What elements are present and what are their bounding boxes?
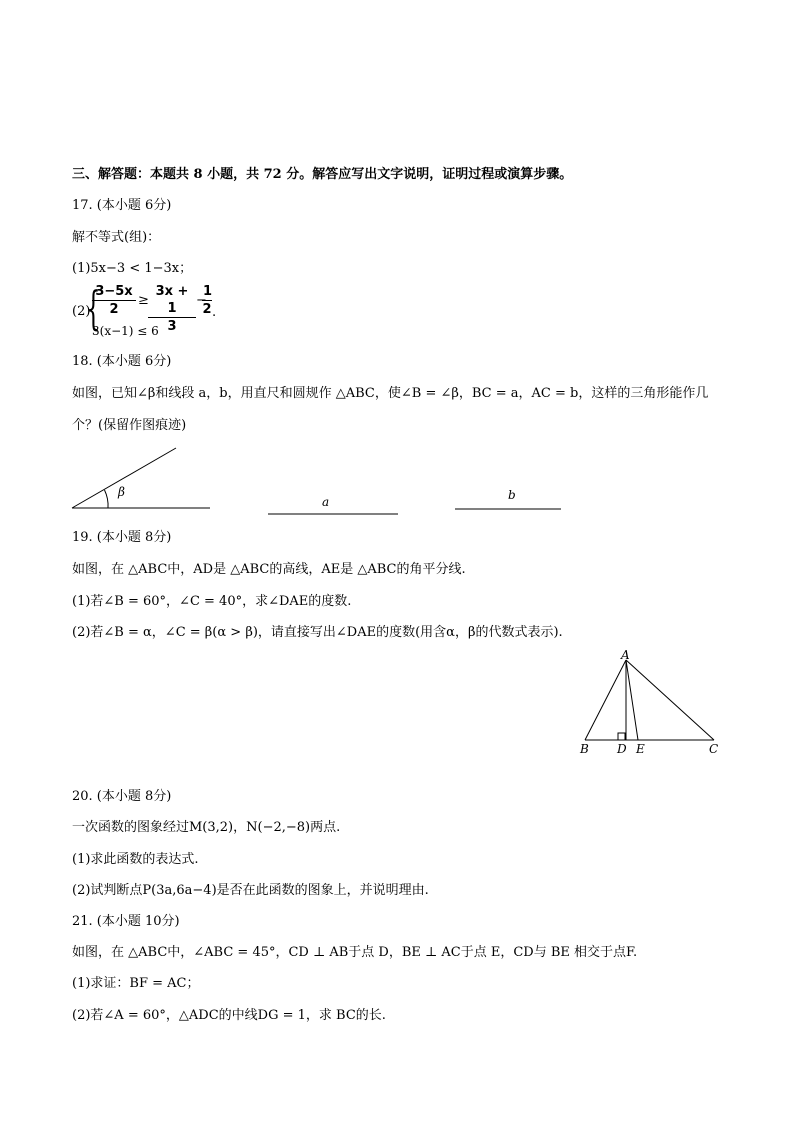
- q17-part2-label: (2): [72, 304, 91, 319]
- segment-b-figure: [455, 488, 561, 509]
- q17-frac-tail: $\frac{1}{2}$: [202, 284, 213, 317]
- segment-b-label: b: [508, 488, 516, 502]
- q21-part1: (1)求证：BF = AC；: [72, 976, 200, 991]
- q17-period: .: [212, 305, 217, 320]
- q17-frac-right: $\frac{3x + 1}{3}$: [148, 283, 196, 335]
- beta-label: β: [118, 485, 125, 499]
- q17-prompt: 解不等式(组)：: [72, 230, 161, 245]
- q17-title: 17. (本小题 6分): [72, 198, 172, 213]
- q17-eq2: 3(x−1) ≤ 6: [92, 324, 159, 338]
- q21-title: 21. (本小题 10分): [72, 914, 180, 929]
- segment-a-label: a: [322, 495, 330, 509]
- label-D: D: [617, 742, 627, 756]
- q19-part1: (1)若∠B = 60°，∠C = 40°，求∠DAE的度数.: [72, 594, 352, 609]
- label-B: B: [580, 742, 589, 756]
- q18-text-line1: 如图，已知∠β和线段 a，b，用直尺和圆规作 △ABC，使∠B = ∠β，BC = a，AC = b，这样的三角形能作几: [72, 386, 709, 401]
- q18-figures: [0, 440, 794, 520]
- q17-ge-sign: ≥: [138, 293, 149, 308]
- q18-title: 18. (本小题 6分): [72, 354, 172, 369]
- angle-beta-figure: [72, 448, 210, 508]
- q20-part2: (2)试判断点P(3a,6a−4)是否在此函数的图象上，并说明理由.: [72, 883, 429, 898]
- q21-text: 如图，在 △ABC中，∠ABC = 45°，CD ⊥ AB于点 D，BE ⊥ AC于点 E，CD与 BE 相交于点F.: [72, 945, 638, 960]
- label-C: C: [709, 742, 719, 756]
- segment-a-figure: [268, 495, 398, 514]
- q17-part1: (1)5x−3 < 1−3x；: [72, 261, 193, 276]
- q21-part2: (2)若∠A = 60°，△ADC的中线DG = 1，求 BC的长.: [72, 1008, 386, 1023]
- q18-text-line2: 个？(保留作图痕迹): [72, 418, 187, 433]
- q17-frac-left: $\frac{3-5x}{2}$: [92, 283, 136, 318]
- q20-title: 20. (本小题 8分): [72, 789, 172, 804]
- q19-text: 如图，在 △ABC中，AD是 △ABC的高线，AE是 △ABC的角平分线.: [72, 562, 466, 577]
- q17-inequality-system: [72, 283, 272, 343]
- label-A: A: [621, 648, 630, 662]
- q20-text: 一次函数的图象经过M(3,2)，N(−2,−8)两点.: [72, 820, 341, 835]
- triangle-abc-figure: [570, 645, 730, 760]
- q19-title: 19. (本小题 8分): [72, 530, 172, 545]
- q20-part1: (1)求此函数的表达式.: [72, 852, 199, 867]
- section-heading: 三、解答题：本题共 8 小题，共 72 分。解答应写出文字说明，证明过程或演算步骤。: [72, 167, 573, 182]
- label-E: E: [636, 742, 645, 756]
- brace-icon: {: [86, 281, 101, 335]
- q19-part2: (2)若∠B = α，∠C = β(α > β)，请直接写出∠DAE的度数(用含α，β的代数式表示).: [72, 625, 563, 640]
- q17-minus-sign: −: [196, 293, 207, 308]
